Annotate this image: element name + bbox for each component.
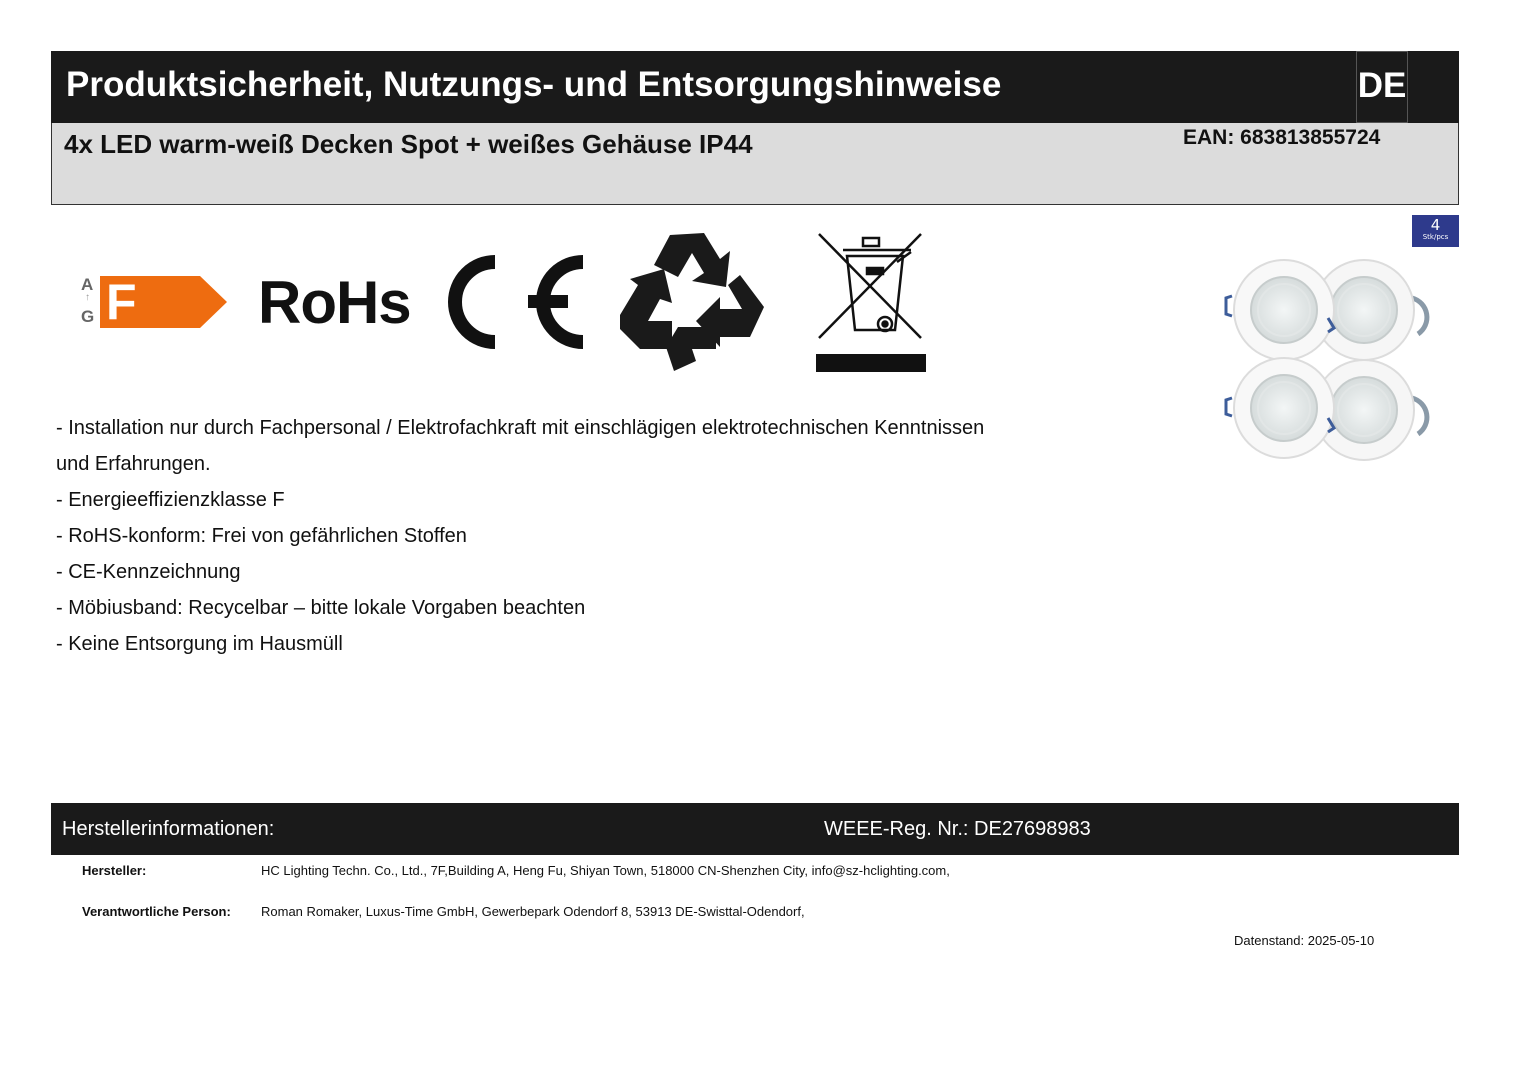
list-item: - Energieeffizienzklasse F: [56, 489, 285, 511]
recycle-icon: [616, 229, 766, 375]
manufacturer-heading: Herstellerinformationen:: [62, 818, 275, 840]
responsible-value: Roman Romaker, Luxus-Time GmbH, Gewerbepark Odendorf 8, 53913 DE-Swisttal-Odendorf,: [261, 904, 805, 919]
energy-scale-bottom: G: [81, 307, 95, 326]
product-bar: [51, 123, 1459, 205]
page-title: Produktsicherheit, Nutzungs- und Entsorgungshinweise: [66, 65, 1002, 104]
package-unit: Stk/pcs: [1422, 233, 1449, 241]
weee-number: WEEE-Reg. Nr.: DE27698983: [824, 818, 1091, 840]
ce-mark-icon: [438, 248, 588, 356]
list-item: - Keine Entsorgung im Hausmüll: [56, 633, 343, 655]
energy-arrow-icon: ↑: [85, 292, 90, 303]
title-bar: [51, 51, 1459, 123]
manufacturer-bar: [51, 803, 1459, 855]
data-date: Datenstand: 2025-05-10: [1234, 933, 1375, 948]
rohs-logo: RoHs: [258, 269, 411, 336]
list-item: - CE-Kennzeichnung: [56, 561, 241, 583]
product-image: [1222, 258, 1434, 464]
ean-code: EAN: 683813855724: [1183, 126, 1381, 149]
manufacturer-value: HC Lighting Techn. Co., Ltd., 7F,Building A, Heng Fu, Shiyan Town, 518000 CN-Shenzhen City, info@sz-hclighting.com,: [261, 863, 950, 878]
language-badge: DE: [1356, 51, 1408, 123]
responsible-label: Verantwortliche Person:: [82, 904, 231, 919]
list-item: und Erfahrungen.: [56, 453, 211, 475]
info-list: [56, 410, 1156, 662]
energy-class: F: [106, 274, 137, 330]
energy-scale-top: A: [81, 275, 94, 294]
package-count-badge: [1412, 215, 1459, 247]
list-item: - Möbiusband: Recycelbar – bitte lokale Vorgaben beachten: [56, 597, 586, 619]
energy-label: [79, 276, 229, 328]
product-name: 4x LED warm-weiß Decken Spot + weißes Gehäuse IP44: [64, 129, 753, 159]
list-item: - RoHS-konform: Frei von gefährlichen Stoffen: [56, 525, 467, 547]
list-item: - Installation nur durch Fachpersonal / Elektrofachkraft mit einschlägigen elektrotechnischen Kenntnissen: [56, 417, 985, 439]
package-count: 4: [1430, 216, 1441, 234]
manufacturer-label: Hersteller:: [82, 863, 147, 878]
crossed-bin-icon: [815, 232, 927, 374]
